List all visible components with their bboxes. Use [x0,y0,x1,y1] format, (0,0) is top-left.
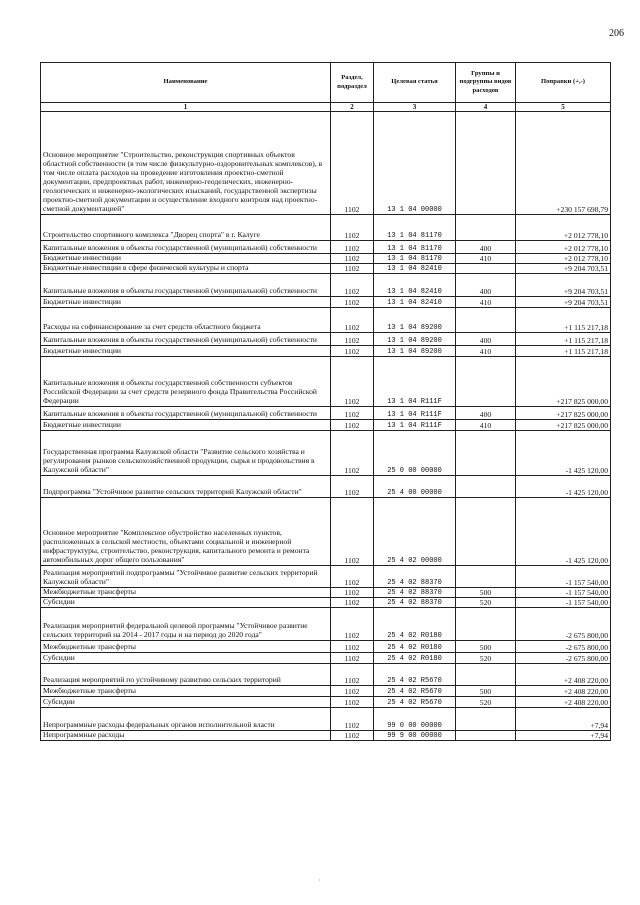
row-amount: +217 825 000,00 [516,407,611,420]
row-group: 410 [456,297,516,308]
row-name: Капитальные вложения в объекты государственной (муниципальной) собственности [41,274,331,297]
header-name: Наименование [41,63,331,103]
table-row [41,333,611,346]
row-section: 1102 [331,264,374,274]
column-number: 3 [374,103,456,112]
row-section: 1102 [331,215,374,241]
row-name: Капитальные вложения в объекты государственной (муниципальной) собственности [41,333,331,346]
row-group [456,431,516,476]
table-row [41,297,611,308]
row-name: Подпрограмма "Устойчивое развитие сельских территорий Калужской области" [41,476,331,498]
table-row [41,653,611,664]
row-group [456,264,516,274]
row-section: 1102 [331,308,374,333]
row-section: 1102 [331,407,374,420]
row-section: 1102 [331,664,374,686]
row-name: Строительство спортивного комплекса "Дворец спорта" в г. Калуге [41,215,331,241]
row-group [456,308,516,333]
row-group: 520 [456,697,516,708]
row-amount: -1 425 120,00 [516,431,611,476]
row-target: 99 9 00 00000 [374,731,456,741]
row-amount: -2 675 800,00 [516,641,611,653]
header-group: Группы и подгруппы видов расходов [456,63,516,103]
row-name: Бюджетные инвестиции в сфере физической культуры и спорта [41,264,331,274]
row-group [456,357,516,407]
row-section: 1102 [331,420,374,431]
row-name: Межбюджетные трансферты [41,686,331,697]
row-target: 25 4 02 R5670 [374,686,456,697]
row-target: 13 1 04 81170 [374,241,456,254]
row-target: 13 1 04 89200 [374,333,456,346]
row-amount: -2 675 800,00 [516,653,611,664]
row-amount: +2 012 778,10 [516,215,611,241]
row-target: 25 4 02 88370 [374,598,456,608]
header-amount: Поправки (+,-) [516,63,611,103]
row-amount: -2 675 800,00 [516,608,611,641]
row-section: 1102 [331,498,374,566]
row-group: 400 [456,274,516,297]
row-group: 520 [456,653,516,664]
row-target: 13 1 04 R111F [374,357,456,407]
row-name: Основное мероприятие "Строительство, реконструкция спортивных объектов областной собственности (в том числе физкультурно-оздоровительных комплексов), в том числе оплата расходов на проведение изготовления проектно-сметной документации, предпроектных работ, инженерно-геодезических, инженерно-геологических и инженерно-экологических изысканий, государственной экспертизы проектно-сметной документации и осуществление входного контроля над проектно-сметной документацией" [41,112,331,215]
table-body [41,112,611,741]
row-section: 1102 [331,686,374,697]
row-target: 25 4 02 R0180 [374,653,456,664]
row-section: 1102 [331,476,374,498]
row-group [456,608,516,641]
row-amount: -1 157 540,00 [516,598,611,608]
table-row [41,498,611,566]
table-row [41,241,611,254]
row-section: 1102 [331,431,374,476]
row-section: 1102 [331,112,374,215]
row-target: 25 4 02 88370 [374,566,456,588]
row-amount: -1 157 540,00 [516,566,611,588]
row-amount: +2 408 220,00 [516,664,611,686]
row-section: 1102 [331,731,374,741]
row-section: 1102 [331,566,374,588]
row-group: 410 [456,420,516,431]
row-name: Субсидии [41,697,331,708]
row-amount: +2 012 778,10 [516,254,611,264]
budget-table [40,62,611,741]
row-name: Капитальные вложения в объекты государственной (муниципальной) собственности [41,407,331,420]
row-group [456,215,516,241]
row-section: 1102 [331,588,374,598]
column-number: 5 [516,103,611,112]
row-amount: +9 204 703,51 [516,274,611,297]
row-group: 520 [456,598,516,608]
row-section: 1102 [331,274,374,297]
row-target: 99 0 00 00000 [374,708,456,731]
row-group [456,476,516,498]
row-target: 13 1 04 81170 [374,254,456,264]
row-target: 13 1 04 89200 [374,346,456,357]
row-amount: +2 408 220,00 [516,686,611,697]
row-name: Реализация мероприятий подпрограммы "Устойчивое развитие сельских территорий Калужской области" [41,566,331,588]
row-name: Бюджетные инвестиции [41,346,331,357]
row-target: 25 4 02 R5670 [374,697,456,708]
row-group: 410 [456,254,516,264]
row-section: 1102 [331,346,374,357]
row-name: Расходы на софинансирование за счет средств областного бюджета [41,308,331,333]
table-row [41,686,611,697]
row-section: 1102 [331,641,374,653]
row-amount: -1 425 120,00 [516,476,611,498]
row-group: 400 [456,241,516,254]
row-name: Межбюджетные трансферты [41,641,331,653]
header-section: Раздел, подраздел [331,63,374,103]
row-name: Капитальные вложения в объекты государственной (муниципальной) собственности [41,241,331,254]
row-target: 25 4 00 00000 [374,476,456,498]
row-section: 1102 [331,653,374,664]
row-group: 400 [456,333,516,346]
row-amount: +217 825 000,00 [516,420,611,431]
table-row [41,407,611,420]
row-name: Реализация мероприятий федеральной целевой программы "Устойчивое развитие сельских территорий на 2014 - 2017 годы и на период до 2020 года" [41,608,331,641]
row-section: 1102 [331,297,374,308]
row-target: 13 1 04 89200 [374,308,456,333]
table-row [41,431,611,476]
table-row [41,731,611,741]
row-target: 13 1 04 82410 [374,297,456,308]
row-target: 13 1 04 00000 [374,112,456,215]
row-name: Бюджетные инвестиции [41,254,331,264]
row-amount: +9 204 703,51 [516,297,611,308]
row-target: 25 4 02 R0180 [374,608,456,641]
table-row [41,357,611,407]
column-number: 1 [41,103,331,112]
row-name: Субсидии [41,598,331,608]
row-name: Субсидии [41,653,331,664]
row-target: 25 4 02 00000 [374,498,456,566]
row-target: 25 4 02 R5670 [374,664,456,686]
row-section: 1102 [331,357,374,407]
table-row [41,697,611,708]
row-amount: +1 115 217,18 [516,346,611,357]
row-section: 1102 [331,708,374,731]
column-number: 2 [331,103,374,112]
table-row [41,588,611,598]
table-row [41,420,611,431]
table-row [41,608,611,641]
row-group: 500 [456,588,516,598]
row-name: Реализация мероприятий по устойчивому развитию сельских территорий [41,664,331,686]
row-group: 500 [456,686,516,697]
table-row [41,264,611,274]
table-row [41,308,611,333]
row-target: 25 4 02 R0180 [374,641,456,653]
page-number: 206 [609,28,624,39]
row-section: 1102 [331,598,374,608]
row-amount: +2 408 220,00 [516,697,611,708]
row-group [456,498,516,566]
row-group: 400 [456,407,516,420]
row-section: 1102 [331,254,374,264]
row-amount: +7,94 [516,731,611,741]
row-target: 13 1 04 81170 [374,215,456,241]
row-name: Основное мероприятие "Комплексное обустройство населенных пунктов, расположенных в сельской местности, объектами социальной и инженерной инфраструктуры, строительство, реконструкция, капитального ремонта и ремонта автомобильных дорог общего пользования" [41,498,331,566]
row-section: 1102 [331,241,374,254]
row-amount: +230 157 698,79 [516,112,611,215]
table-row [41,566,611,588]
row-name: Непрограммные расходы [41,731,331,741]
table-row [41,346,611,357]
table-header-row [41,63,611,103]
row-section: 1102 [331,333,374,346]
row-section: 1102 [331,608,374,641]
table-row [41,598,611,608]
scan-mark: · [318,876,321,885]
row-name: Государственная программа Калужской области "Развитие сельского хозяйства и регулирования рынков сельскохозяйственной продукции, сырья и продовольствия в Калужской области" [41,431,331,476]
row-name: Непрограммные расходы федеральных органов исполнительной власти [41,708,331,731]
row-amount: -1 425 120,00 [516,498,611,566]
row-target: 13 1 04 R111F [374,420,456,431]
column-number: 4 [456,103,516,112]
table-row [41,708,611,731]
row-target: 13 1 04 82410 [374,264,456,274]
table-row [41,641,611,653]
row-amount: +9 204 703,51 [516,264,611,274]
column-number-row [41,103,611,112]
row-name: Межбюджетные трансферты [41,588,331,598]
table-row [41,112,611,215]
row-name: Бюджетные инвестиции [41,420,331,431]
row-amount: -1 157 540,00 [516,588,611,598]
row-target: 13 1 04 82410 [374,274,456,297]
table-row [41,476,611,498]
row-target: 25 0 00 00000 [374,431,456,476]
row-target: 25 4 02 88370 [374,588,456,598]
table-row [41,664,611,686]
table-row [41,215,611,241]
row-group: 410 [456,346,516,357]
row-amount: +1 115 217,18 [516,308,611,333]
row-amount: +2 012 778,10 [516,241,611,254]
row-target: 13 1 04 R111F [374,407,456,420]
row-group: 500 [456,641,516,653]
row-group [456,664,516,686]
row-group [456,731,516,741]
row-amount: +7,94 [516,708,611,731]
row-group [456,566,516,588]
row-name: Капитальные вложения в объекты государственной собственности субъектов Российской Федерации за счет средств резервного фонда Правительства Российской Федерации [41,357,331,407]
row-amount: +217 825 000,00 [516,357,611,407]
row-amount: +1 115 217,18 [516,333,611,346]
row-name: Бюджетные инвестиции [41,297,331,308]
row-section: 1102 [331,697,374,708]
header-target: Целевая статья [374,63,456,103]
table-row [41,274,611,297]
table-row [41,254,611,264]
row-group [456,112,516,215]
row-group [456,708,516,731]
